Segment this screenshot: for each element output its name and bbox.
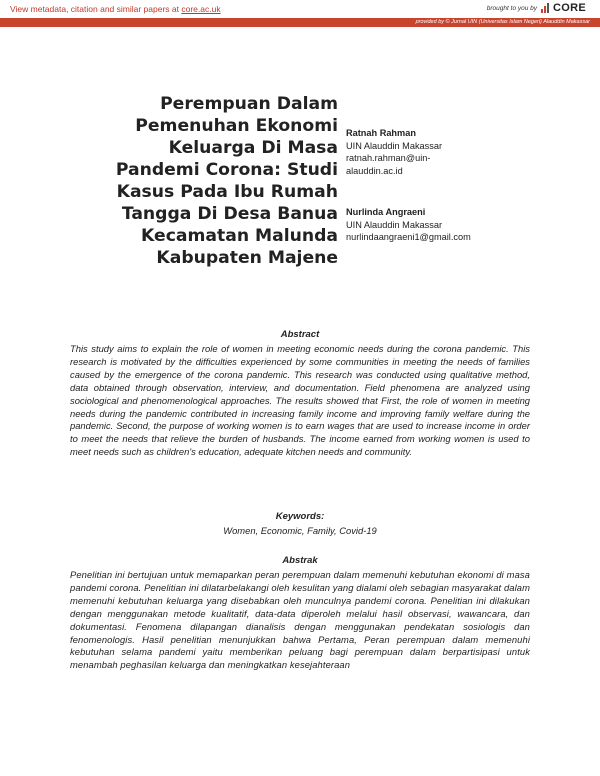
title-line: Pandemi Corona: Studi bbox=[115, 160, 338, 180]
title-line: Pemenuhan Ekonomi bbox=[135, 116, 338, 136]
author-email[interactable]: nurlindaangraeni1@gmail.com bbox=[346, 232, 471, 242]
title-line: Kabupaten Majene bbox=[156, 248, 338, 268]
provided-by-text: provided by © Jurnal UIN (Universitas Islam Negeri) Alauddin Makassar bbox=[415, 19, 590, 25]
brought-by-core bbox=[487, 2, 586, 14]
author-block-2 bbox=[346, 206, 506, 244]
brought-by-text: brought to you by bbox=[486, 4, 538, 12]
keywords-text: Women, Economic, Family, Covid-19 bbox=[223, 525, 377, 536]
abstrak-heading: Abstrak bbox=[282, 555, 318, 566]
author-email[interactable]: ratnah.rahman@uin- bbox=[346, 153, 431, 163]
core-logo-text: CORE bbox=[553, 2, 586, 14]
title-line: Tangga Di Desa Banua bbox=[121, 204, 338, 224]
keywords-heading-suffix: : bbox=[321, 511, 325, 522]
metadata-link-text[interactable] bbox=[10, 4, 221, 14]
author-affiliation: UIN Alauddin Makassar bbox=[346, 140, 443, 151]
author-email-cont[interactable]: alauddin.ac.id bbox=[346, 165, 403, 176]
title-line: Perempuan Dalam bbox=[160, 94, 338, 114]
keywords-heading-label: Keywords bbox=[275, 511, 322, 522]
author-name: Nurlinda Angraeni bbox=[346, 207, 426, 217]
title-line: Kasus Pada Ibu Rumah bbox=[116, 182, 338, 202]
abstract-text: This study aims to explain the role of women in meeting economic needs during the corona pandemic. This research is motivated by the difficulties experienced by some communities in meeting the needs of families caused by the emergence of the corona pandemic. This research was conducted using qualitative method, data obtained through observation, interview, and documentation. Field phenomena are analyzed using sociological and phenomenological approaches. The results showed that First, the role of women in meeting needs during the pandemic contributed in increasing family income and improving family welfare during the pandemic. Second, the purpose of working women is to earn wages that are used to increase income in order to meet the needs that relieve the burden of husbands. The income earned from working women is used to meet needs such as children's education, adequate kitchen needs and community. bbox=[70, 343, 530, 458]
abstrak-text: Penelitian ini bertujuan untuk memaparkan peran perempuan dalam memenuhi kebutuhan ekonomi di masa pandemi corona. Penelitian ini dilatarbelakangi oleh kesulitan yang dialami oleh sebagian masyarakat dalam memenuhi kebutuhan keluarga yang disebabkan oleh munculnya pandemi corona. Penelitian ini dilakukan dengan menggunakan metode kualitatif, data-data diperoleh melalui hasil observasi, wawancara, dan dokumentasi. Fenomena dilapangan dianalisis dengan menggunakan pendekatan sosiologis dan fenomenologis. Hasil penelitian menunjukkan bahwa Pertama, Peran perempuan dalam memenuhi kebutuhan selama pandemi yaitu memberikan peluang bagi perempuan dalam berpartisipasi untuk menambah peghasilan keluarga dan meningkatkan kesejahteraan bbox=[70, 569, 530, 671]
metadata-link-prefix: View metadata, citation and similar papers at bbox=[10, 4, 182, 14]
core-ac-uk-link[interactable]: core.ac.uk bbox=[181, 4, 221, 14]
title-line: Kecamatan Malunda bbox=[141, 226, 338, 246]
title-line: Keluarga Di Masa bbox=[168, 138, 338, 158]
keywords-heading bbox=[70, 511, 530, 522]
author-affiliation: UIN Alauddin Makassar bbox=[346, 219, 443, 230]
abstract-heading: Abstract bbox=[280, 329, 320, 340]
core-logo-icon bbox=[541, 3, 551, 13]
core-banner bbox=[0, 0, 600, 18]
author-name: Ratnah Rahman bbox=[346, 128, 416, 138]
core-logo[interactable] bbox=[541, 2, 586, 14]
paper-title bbox=[70, 93, 338, 269]
author-block-1 bbox=[346, 127, 506, 177]
